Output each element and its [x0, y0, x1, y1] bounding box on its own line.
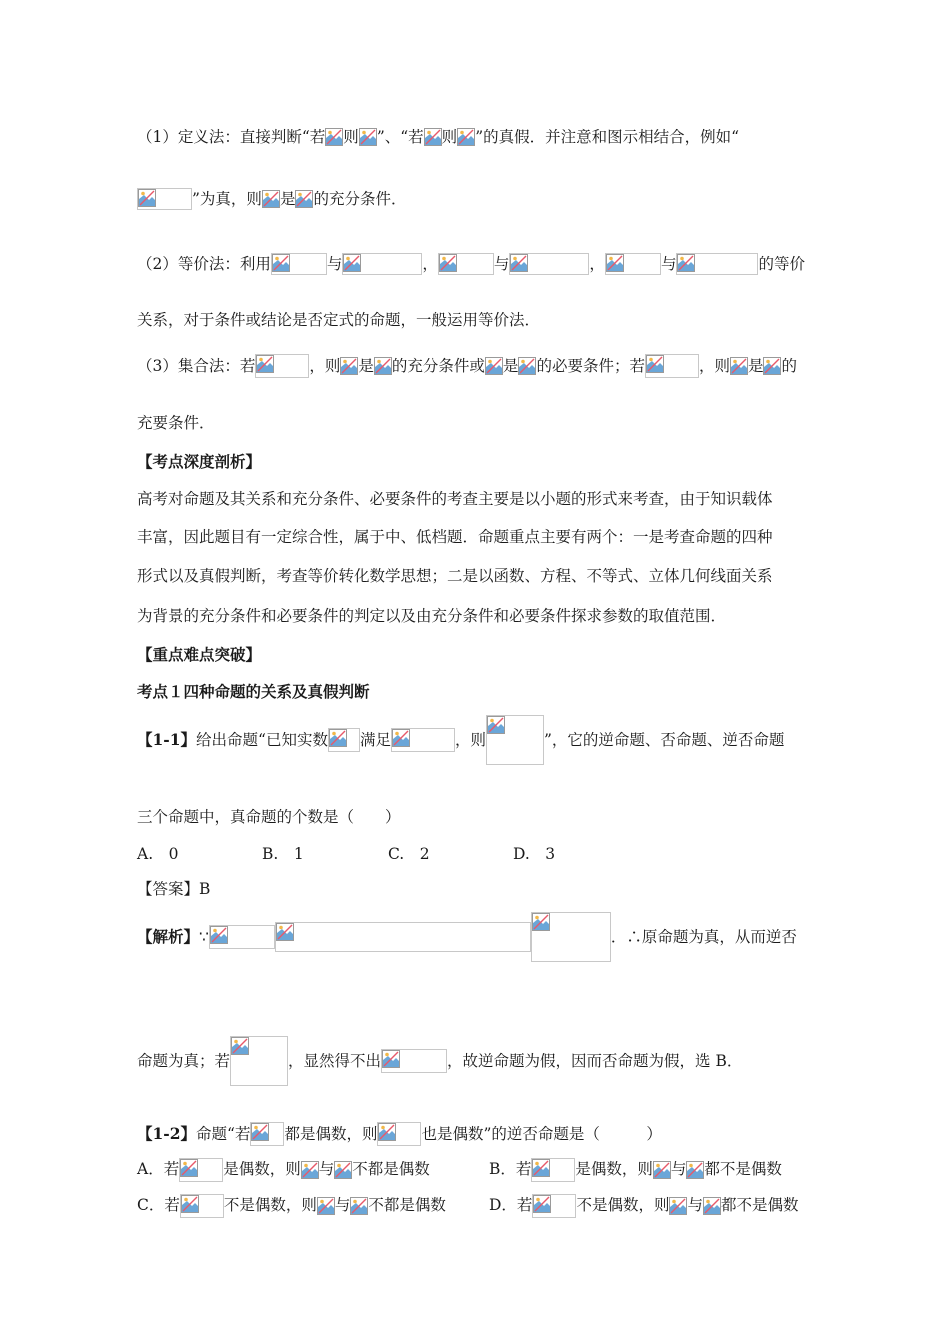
section-heading-key-points: 【重点难点突破】: [137, 645, 262, 664]
broken-image-icon: [317, 1197, 335, 1215]
broken-image-icon: [275, 922, 531, 952]
broken-image-icon: [342, 253, 422, 275]
broken-image-icon: [645, 354, 699, 378]
broken-image-icon: [179, 1158, 223, 1182]
broken-image-icon: [250, 1122, 284, 1146]
broken-image-icon: [340, 357, 358, 375]
line-equivalence-method: （2）等价法：利用 与 ， 与 ， 与 的等价: [137, 255, 805, 273]
question-1-2: 【1-2】命题“若 都是偶数，则 也是偶数”的逆否命题是（ ）: [137, 1122, 662, 1146]
broken-image-icon: [669, 1197, 687, 1215]
question-1-1-continued: 三个命题中，真命题的个数是（ ）: [137, 808, 401, 826]
analysis-line-2: 命题为真；若 ，显然得不出 ，故逆命题为假，因而否命题为假，选 B．: [137, 1036, 742, 1086]
option-b: B. 1: [262, 845, 304, 863]
broken-image-icon: [209, 925, 275, 949]
broken-image-icon: [377, 1122, 421, 1146]
option-b: B．若 是偶数，则 与 都不是偶数: [489, 1158, 782, 1182]
line-set-method: （3）集合法：若 ，则 是 的充分条件或 是 的必要条件；若 ，则 是 的: [137, 354, 797, 378]
paragraph-line: 丰富，因此题目有一定综合性，属于中、低档题．命题重点主要有两个：一是考查命题的四种: [137, 528, 773, 546]
option-a: A. 0: [137, 845, 179, 863]
line-set-method-2: 充要条件．: [137, 414, 215, 432]
broken-image-icon: [325, 128, 343, 146]
broken-image-icon: [653, 1161, 671, 1179]
broken-image-icon: [763, 357, 781, 375]
broken-image-icon: [605, 253, 661, 275]
option-a: A．若 是偶数，则 与 不都是偶数: [137, 1158, 489, 1182]
broken-image-icon: [424, 128, 442, 146]
paragraph-line: 为背景的充分条件和必要条件的判定以及由充分条件和必要条件探求参数的取值范围．: [137, 607, 727, 625]
broken-image-icon: [730, 357, 748, 375]
broken-image-icon: [686, 1161, 704, 1179]
paragraph-line: 高考对命题及其关系和充分条件、必要条件的考查主要是以小题的形式来考查，由于知识载体: [137, 490, 773, 508]
question-1-1-options: [137, 843, 555, 864]
broken-image-icon: [334, 1161, 352, 1179]
broken-image-icon: [230, 1036, 288, 1086]
broken-image-icon: [457, 128, 475, 146]
question-1-2-options-ab: [137, 1158, 782, 1182]
broken-image-icon: [180, 1194, 224, 1218]
broken-image-icon: [485, 357, 503, 375]
broken-image-icon: [381, 1049, 447, 1073]
broken-image-icon: [438, 253, 494, 275]
broken-image-icon: [295, 190, 313, 208]
analysis-line: 【解析】∵ ．∴原命题为真，从而逆否: [137, 912, 797, 962]
option-c: C. 2: [388, 845, 430, 863]
broken-image-icon: [509, 253, 589, 275]
broken-image-icon: [391, 728, 455, 752]
section-heading-analysis: 【考点深度剖析】: [137, 452, 262, 471]
question-1-1: 【1-1】给出命题“已知实数 满足 ，则 ”，它的逆命题、否命题、逆否命题: [137, 715, 784, 765]
broken-image-icon: [518, 357, 536, 375]
broken-image-icon: [301, 1161, 319, 1179]
broken-image-icon: [703, 1197, 721, 1215]
line-definition-method-2: ”为真，则 是 的充分条件．: [137, 188, 406, 210]
broken-image-icon: [350, 1197, 368, 1215]
broken-image-icon: [676, 253, 758, 275]
broken-image-icon: [271, 253, 327, 275]
option-c: C．若 不是偶数，则 与 不都是偶数: [137, 1194, 489, 1218]
broken-image-icon: [262, 190, 280, 208]
question-1-2-options-cd: [137, 1194, 798, 1218]
section-heading-topic-1: 考点１四种命题的关系及真假判断: [137, 682, 370, 701]
option-d: D．若 不是偶数，则 与 都不是偶数: [489, 1194, 798, 1218]
broken-image-icon: [328, 728, 360, 752]
line-definition-method: （1）定义法：直接判断“若 则 ”、“若 则 ”的真假．并注意和图示相结合，例如“: [137, 128, 740, 146]
broken-image-icon: [137, 188, 192, 210]
broken-image-icon: [531, 1158, 575, 1182]
paragraph-line: 形式以及真假判断，考查等价转化数学思想；二是以函数、方程、不等式、立体几何线面关系: [137, 567, 773, 585]
broken-image-icon: [359, 128, 377, 146]
answer: 【答案】B: [137, 880, 211, 898]
broken-image-icon: [486, 715, 544, 765]
line-equivalence-method-2: 关系，对于条件或结论是否定式的命题，一般运用等价法．: [137, 311, 541, 329]
broken-image-icon: [532, 1194, 576, 1218]
option-d: D. 3: [513, 845, 556, 863]
broken-image-icon: [531, 912, 611, 962]
broken-image-icon: [255, 354, 309, 378]
broken-image-icon: [374, 357, 392, 375]
